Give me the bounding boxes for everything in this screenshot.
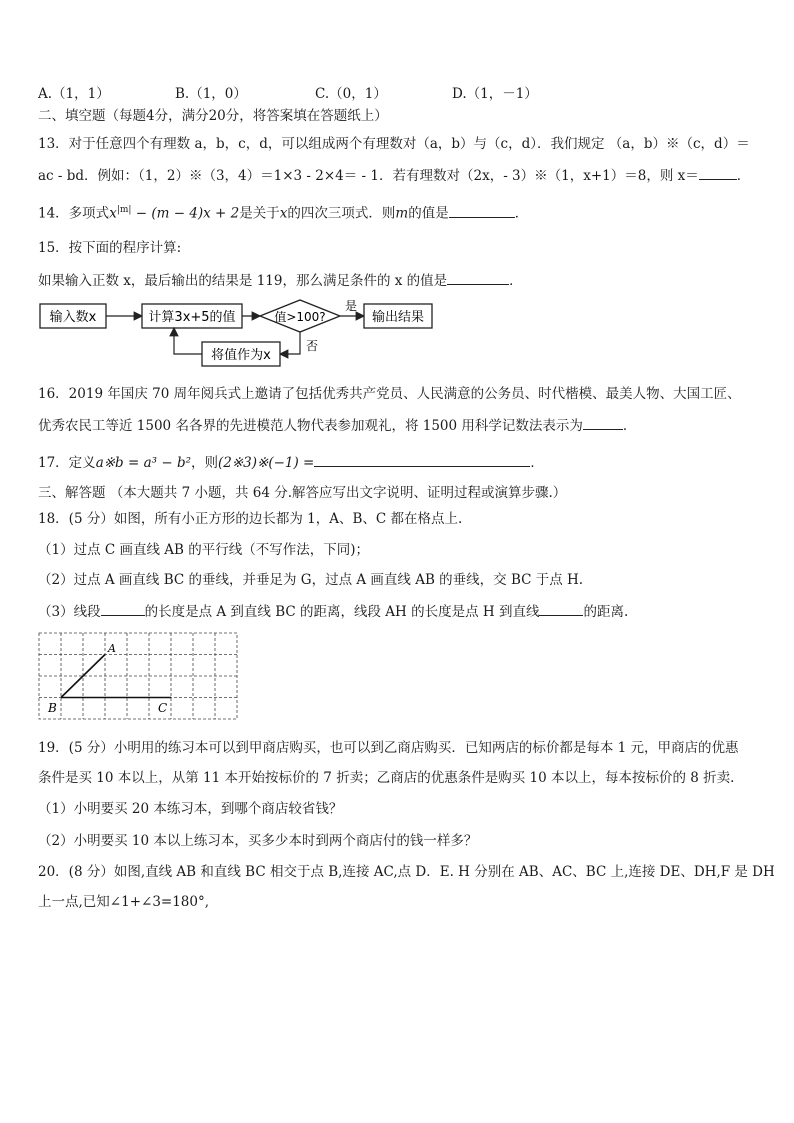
q18-part3-c: 的距离.: [583, 604, 629, 620]
q18-title: 18．(5 分）如图，所有小正方形的边长都为 1，A、B、C 都在格点上.: [38, 511, 463, 527]
flow-yes-label: 是: [345, 299, 358, 313]
option-a: A.（1，1）: [38, 86, 110, 102]
q14-coef: (m − 4): [151, 205, 204, 222]
q18-part2: （2）过点 A 画直线 BC 的垂线，并垂足为 G，过点 A 画直线 AB 的垂线，交 BC 于点 H.: [38, 572, 584, 588]
flow-no-label: 否: [306, 339, 319, 353]
q16-tail: ．: [622, 418, 637, 434]
q14-minus: −: [131, 205, 152, 222]
grid-lines: [39, 633, 237, 719]
q15-flowchart: [38, 298, 438, 370]
flow-arrow-loop: [174, 328, 202, 354]
point-a-label: A: [108, 642, 116, 655]
q18-blank-1: [101, 601, 145, 616]
q19-line1: 19．(5 分）小明用的练习本可以到甲商店购买，也可以到乙商店购买．已知两店的标价都是每本 1 元，甲商店的优惠: [38, 740, 739, 756]
q18-part1: （1）过点 C 画直线 AB 的平行线（不写作法，下同)；: [38, 542, 370, 558]
flow-decision-text: 值>100?: [274, 310, 326, 324]
q19-part1: （1）小明要买 20 本练习本，到哪个商店较省钱？: [38, 801, 343, 817]
q18-grid-figure: [38, 632, 238, 720]
q19-line2: 条件是买 10 本以上，从第 11 本开始按标价的 7 折卖；乙商店的优惠条件是购买 10 本以上，每本按标价的 8 折卖.: [38, 770, 735, 786]
q16-answer-blank: [583, 415, 623, 430]
q17-expression: (2※3)※(−1) =: [218, 455, 315, 471]
q13-tail: ．: [736, 168, 751, 184]
q20-line1: 20．(8 分）如图,直线 AB 和直线 BC 相交于点 B,连接 AC,点 D．E. H 分别在 AB、AC、BC 上,连接 DE、DH,F 是 DH: [38, 864, 775, 880]
q14-var-m: m: [395, 205, 409, 222]
q15-tail: ．: [509, 273, 523, 289]
q16-line1: 16．2019 年国庆 70 周年阅兵式上邀请了包括优秀共产党员、人民满意的公务员、时代楷模、最美人物、大国工匠、: [38, 386, 741, 402]
q17-prefix: 17．定义: [38, 455, 96, 471]
q13-line2: [38, 165, 750, 186]
q19-part2: （2）小明要买 10 本以上练习本，买多少本时到两个商店付的钱一样多？: [38, 833, 478, 849]
q14-text1: 是关于: [239, 205, 280, 222]
q15-line: [38, 270, 523, 291]
q16-line2: [38, 415, 636, 436]
q14-answer-blank: [449, 203, 515, 218]
q13-line2-text: ac - bd．例如：（1，2）※（3，4）＝1×3 - 2×4＝ - 1．若有理数对（2x，- 3）※（1，x+1）＝8，则 x＝: [38, 168, 699, 184]
q17-answer-blank: [314, 452, 530, 467]
q13-line1: 13．对于任意四个有理数 a，b，c，d，可以组成两个有理数对（a，b）与（c，d）．我们规定 （a，b）※（c，d）＝: [38, 136, 750, 152]
q15-text: 如果输入正数 x，最后输出的结果是 119，那么满足条件的 x 的值是: [38, 273, 448, 289]
option-d: D.（1，－1）: [452, 86, 538, 102]
q17-mid: ，则: [191, 455, 218, 471]
q14-var-x2: x: [279, 205, 288, 222]
q14-var-x: x: [109, 205, 117, 222]
q14-term: x + 2: [203, 205, 240, 222]
q16-text: 优秀农民工等近 1500 名各界的先进模范人物代表参加观礼，将 1500 用科学记数法表示为: [38, 418, 583, 434]
q15-answer-blank: [447, 270, 509, 285]
flow-compute-text: 计算3x+5的值: [148, 310, 236, 325]
flow-output-text: 输出结果: [371, 310, 425, 325]
section-2-title: 二、填空题（每题4分，满分20分，将答案填在答题纸上）: [38, 108, 388, 124]
q14-line: [38, 200, 528, 224]
flow-arrow-no: [280, 332, 300, 354]
q14-text3: 的值是: [408, 205, 449, 222]
q14-tail: ．: [514, 205, 529, 222]
q14-prefix: 14．多项式: [38, 205, 110, 222]
q18-part3-b: 的长度是点 A 到直线 BC 的距离，线段 AH 的长度是点 H 到直线: [144, 604, 540, 620]
option-c: C.（0，1）: [315, 86, 387, 102]
point-b-label: B: [48, 701, 57, 715]
flow-input-text: 输入数x: [49, 310, 97, 325]
point-c-label: C: [158, 701, 168, 715]
q18-part3-a: （3）线段: [38, 604, 101, 620]
q18-blank-2: [539, 601, 583, 616]
option-b: B.（1，0）: [175, 86, 247, 102]
q15-title: 15．按下面的程序计算:: [38, 240, 182, 256]
answer-options: [38, 82, 758, 102]
section-3-title: 三、解答题 （本大题共 7 小题，共 64 分.解答应写出文字说明、证明过程或演算步骤.）: [38, 485, 567, 501]
q13-answer-blank: [699, 165, 737, 180]
q17-definition: a※b = a³ − b²: [95, 455, 191, 471]
flow-loop-text: 将值作为x: [211, 348, 271, 363]
q17-tail: ．: [530, 455, 544, 471]
q14-text2: 的四次三项式．则: [287, 205, 396, 222]
q14-exponent: |m|: [116, 205, 132, 215]
q17-line: [38, 452, 544, 473]
q18-part3: [38, 601, 628, 622]
q20-line2: 上一点,已知∠1+∠3=180°,: [38, 894, 210, 910]
